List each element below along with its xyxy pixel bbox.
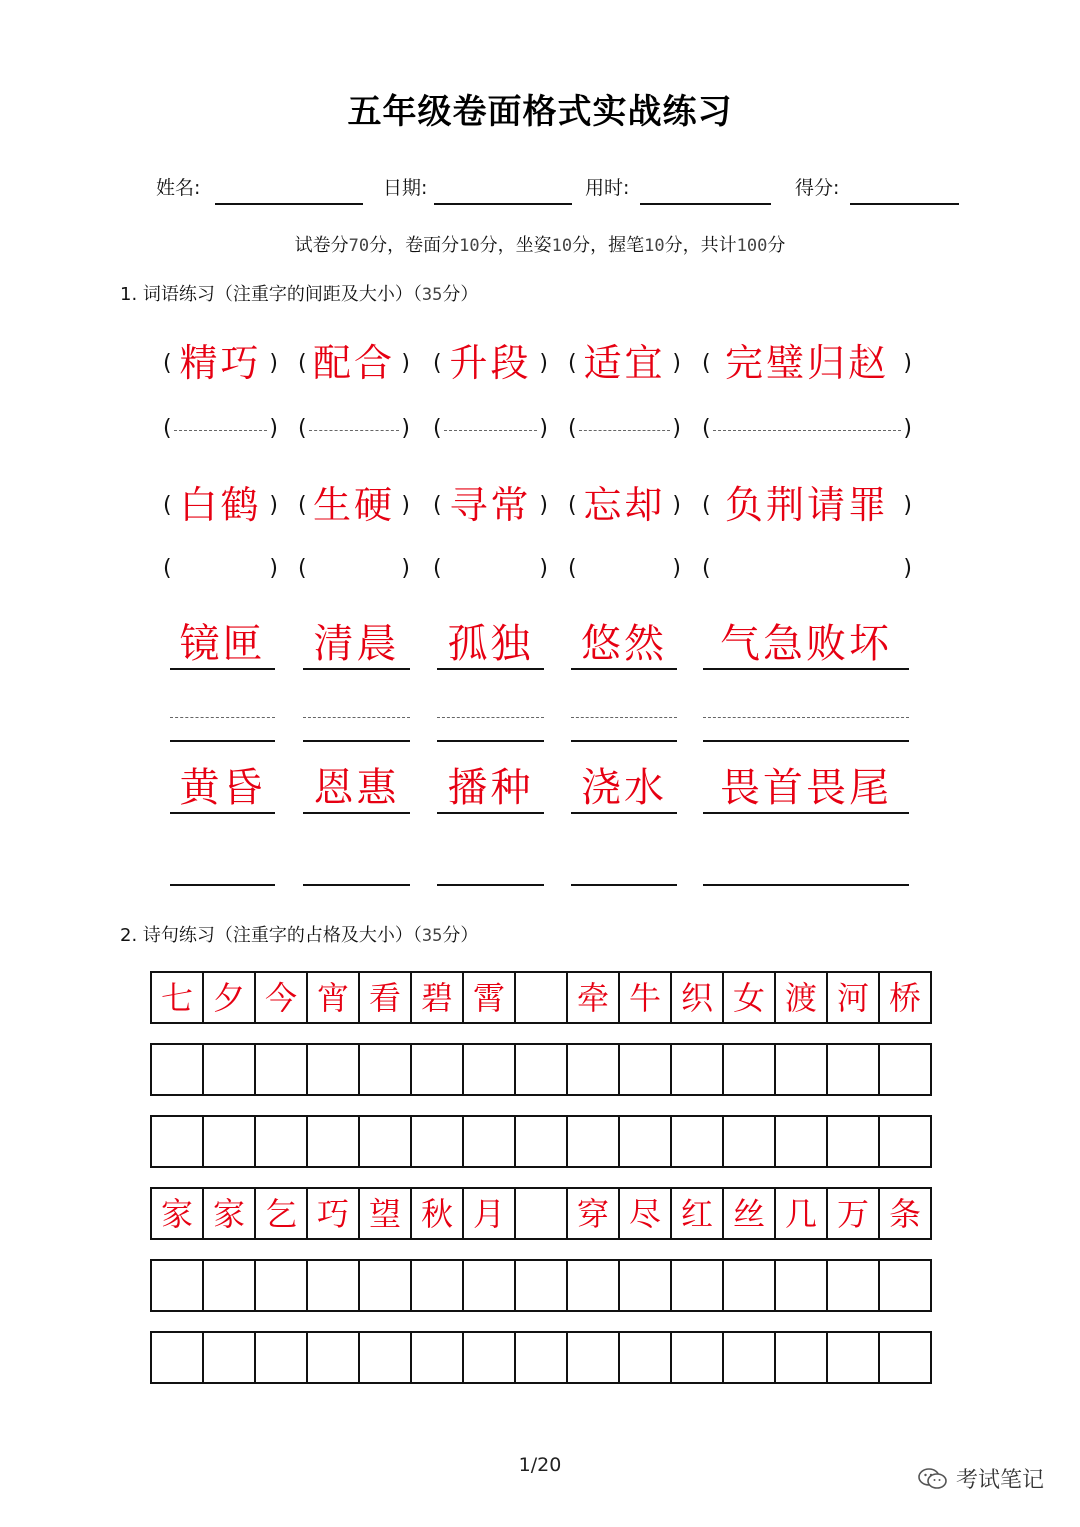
practice-blank[interactable]: ( ) [298, 415, 410, 441]
dashed-guide-line [303, 717, 410, 718]
grid-char: 宵 [308, 973, 360, 1022]
grid-cell[interactable] [308, 1261, 360, 1310]
practice-line[interactable] [703, 740, 909, 742]
grid-cell[interactable] [568, 1117, 620, 1166]
grid-cell[interactable] [360, 1333, 412, 1382]
grid-cell[interactable] [308, 1045, 360, 1094]
date-field[interactable] [434, 203, 572, 205]
dashed-guide-line [703, 717, 909, 718]
grid-cell[interactable] [776, 1117, 828, 1166]
practice-blank[interactable]: ( ) [163, 415, 278, 441]
grid-cell[interactable] [412, 1117, 464, 1166]
name-label: 姓名: [156, 177, 201, 199]
grid-char: 桥 [880, 973, 932, 1022]
practice-blank[interactable]: ( ) [433, 415, 548, 441]
dashed-guide-line [437, 717, 544, 718]
practice-blank[interactable]: ( ) [568, 555, 681, 581]
grid-cell[interactable] [828, 1333, 880, 1382]
score-field[interactable] [850, 203, 959, 205]
grid-char: 望 [360, 1189, 412, 1238]
grid-char: 条 [880, 1189, 932, 1238]
grid-char: 霄 [464, 973, 516, 1022]
grid-cell[interactable] [204, 1333, 256, 1382]
paren-word: ( 白鹤 ) [163, 483, 278, 527]
practice-grid[interactable] [150, 1259, 932, 1312]
grid-cell[interactable] [516, 1045, 568, 1094]
grid-cell[interactable] [516, 1261, 568, 1310]
grid-char: 家 [152, 1189, 204, 1238]
grid-cell[interactable] [152, 1045, 204, 1094]
page-title: 五年级卷面格式实战练习 [347, 92, 733, 132]
grid-char: 织 [672, 973, 724, 1022]
grid-cell[interactable] [620, 1261, 672, 1310]
grid-cell[interactable] [516, 1117, 568, 1166]
grid-cell[interactable] [308, 1117, 360, 1166]
underlined-word: 浇水 [571, 768, 677, 814]
grid-char: 牛 [620, 973, 672, 1022]
practice-blank[interactable]: ( ) [702, 415, 912, 441]
time-label: 用时: [585, 177, 630, 199]
grid-cell[interactable] [412, 1261, 464, 1310]
practice-line[interactable] [571, 740, 677, 742]
underlined-word: 镜匣 [170, 624, 275, 670]
grid-cell[interactable] [204, 1117, 256, 1166]
grid-char: 碧 [412, 973, 464, 1022]
dashed-guide-line [571, 717, 677, 718]
paren-word: ( 生硬 ) [298, 483, 410, 527]
grid-cell[interactable] [204, 1045, 256, 1094]
poem-grid-line2 [150, 1187, 932, 1240]
grid-char: 秋 [412, 1189, 464, 1238]
grid-char: 万 [828, 1189, 880, 1238]
practice-line[interactable] [170, 884, 275, 886]
grid-cell[interactable] [776, 1045, 828, 1094]
practice-line[interactable] [303, 884, 410, 886]
grid-cell[interactable] [880, 1333, 932, 1382]
grid-char: 牵 [568, 973, 620, 1022]
grid-cell[interactable] [464, 1045, 516, 1094]
grid-cell[interactable] [672, 1333, 724, 1382]
paren-word: ( 负荆请罪 ) [702, 483, 912, 527]
poem-grid-line1 [150, 971, 932, 1024]
grid-char: 女 [724, 973, 776, 1022]
score-breakdown: 试卷分70分，卷面分10分，坐姿10分，握笔10分，共计100分 [294, 235, 786, 256]
grid-cell[interactable] [672, 1045, 724, 1094]
section2-title: 2. 诗句练习（注重字的占格及大小）（35分） [120, 925, 479, 946]
grid-char: 乞 [256, 1189, 308, 1238]
grid-cell[interactable] [464, 1261, 516, 1310]
grid-cell[interactable] [620, 1117, 672, 1166]
practice-line[interactable] [437, 884, 544, 886]
practice-blank[interactable]: ( ) [163, 555, 278, 581]
grid-cell[interactable] [672, 1261, 724, 1310]
grid-cell[interactable] [256, 1333, 308, 1382]
grid-cell[interactable] [724, 1333, 776, 1382]
grid-cell[interactable] [464, 1117, 516, 1166]
grid-cell[interactable] [360, 1117, 412, 1166]
grid-cell[interactable] [880, 1117, 932, 1166]
grid-cell[interactable] [776, 1261, 828, 1310]
date-label: 日期: [383, 177, 428, 199]
paren-word: ( 寻常 ) [433, 483, 548, 527]
underlined-word: 悠然 [571, 624, 677, 670]
paren-word: ( 完璧归赵 ) [702, 341, 912, 385]
practice-line[interactable] [170, 740, 275, 742]
practice-blank[interactable]: ( ) [702, 555, 912, 581]
paren-word: ( 适宜 ) [568, 341, 681, 385]
underlined-word: 清晨 [303, 624, 410, 670]
grid-char: 红 [672, 1189, 724, 1238]
grid-char: 看 [360, 973, 412, 1022]
grid-cell[interactable] [464, 1333, 516, 1382]
practice-line[interactable] [303, 740, 410, 742]
grid-cell[interactable] [152, 1333, 204, 1382]
time-field[interactable] [640, 203, 771, 205]
name-field[interactable] [215, 203, 363, 205]
underlined-word: 孤独 [437, 624, 544, 670]
practice-grid[interactable] [150, 1115, 932, 1168]
underlined-word: 黄昏 [170, 768, 275, 814]
grid-cell[interactable] [152, 1117, 204, 1166]
grid-cell[interactable] [828, 1261, 880, 1310]
grid-char [516, 1189, 568, 1238]
grid-char [516, 973, 568, 1022]
grid-char: 几 [776, 1189, 828, 1238]
grid-cell[interactable] [256, 1117, 308, 1166]
practice-grid[interactable] [150, 1043, 932, 1096]
practice-grid[interactable] [150, 1331, 932, 1384]
grid-cell[interactable] [880, 1045, 932, 1094]
grid-cell[interactable] [568, 1045, 620, 1094]
grid-cell[interactable] [724, 1261, 776, 1310]
grid-cell[interactable] [204, 1261, 256, 1310]
grid-char: 夕 [204, 973, 256, 1022]
grid-char: 穿 [568, 1189, 620, 1238]
grid-cell[interactable] [568, 1333, 620, 1382]
grid-char: 家 [204, 1189, 256, 1238]
practice-line[interactable] [437, 740, 544, 742]
paren-word: ( 配合 ) [298, 341, 410, 385]
grid-char: 渡 [776, 973, 828, 1022]
practice-blank[interactable]: ( ) [298, 555, 410, 581]
grid-char: 今 [256, 973, 308, 1022]
paren-word: ( 忘却 ) [568, 483, 681, 527]
watermark: 考试笔记 [918, 1463, 1044, 1494]
grid-char: 丝 [724, 1189, 776, 1238]
wechat-icon [918, 1467, 948, 1491]
underlined-word: 畏首畏尾 [703, 768, 909, 814]
grid-cell[interactable] [568, 1261, 620, 1310]
grid-cell[interactable] [412, 1333, 464, 1382]
grid-cell[interactable] [724, 1045, 776, 1094]
practice-blank[interactable]: ( ) [568, 415, 681, 441]
grid-char: 月 [464, 1189, 516, 1238]
grid-char: 河 [828, 973, 880, 1022]
grid-cell[interactable] [152, 1261, 204, 1310]
underlined-word: 恩惠 [303, 768, 410, 814]
grid-char: 尽 [620, 1189, 672, 1238]
grid-char: 巧 [308, 1189, 360, 1238]
underlined-word: 播种 [437, 768, 544, 814]
grid-cell[interactable] [360, 1045, 412, 1094]
grid-cell[interactable] [828, 1045, 880, 1094]
grid-cell[interactable] [880, 1261, 932, 1310]
grid-cell[interactable] [672, 1117, 724, 1166]
practice-line[interactable] [571, 884, 677, 886]
paren-word: ( 升段 ) [433, 341, 548, 385]
section1-title: 1. 词语练习（注重字的间距及大小）（35分） [120, 284, 479, 305]
grid-cell[interactable] [256, 1261, 308, 1310]
grid-cell[interactable] [516, 1333, 568, 1382]
grid-cell[interactable] [620, 1045, 672, 1094]
dashed-guide-line [170, 717, 275, 718]
paren-word: ( 精巧 ) [163, 341, 278, 385]
practice-line[interactable] [703, 884, 909, 886]
grid-cell[interactable] [412, 1045, 464, 1094]
grid-cell[interactable] [724, 1117, 776, 1166]
grid-cell[interactable] [360, 1261, 412, 1310]
grid-cell[interactable] [308, 1333, 360, 1382]
grid-cell[interactable] [620, 1333, 672, 1382]
grid-char: 七 [152, 973, 204, 1022]
grid-cell[interactable] [256, 1045, 308, 1094]
practice-blank[interactable]: ( ) [433, 555, 548, 581]
page-number: 1/20 [518, 1454, 562, 1476]
underlined-word: 气急败坏 [703, 624, 909, 670]
grid-cell[interactable] [776, 1333, 828, 1382]
score-label: 得分: [795, 177, 840, 199]
grid-cell[interactable] [828, 1117, 880, 1166]
